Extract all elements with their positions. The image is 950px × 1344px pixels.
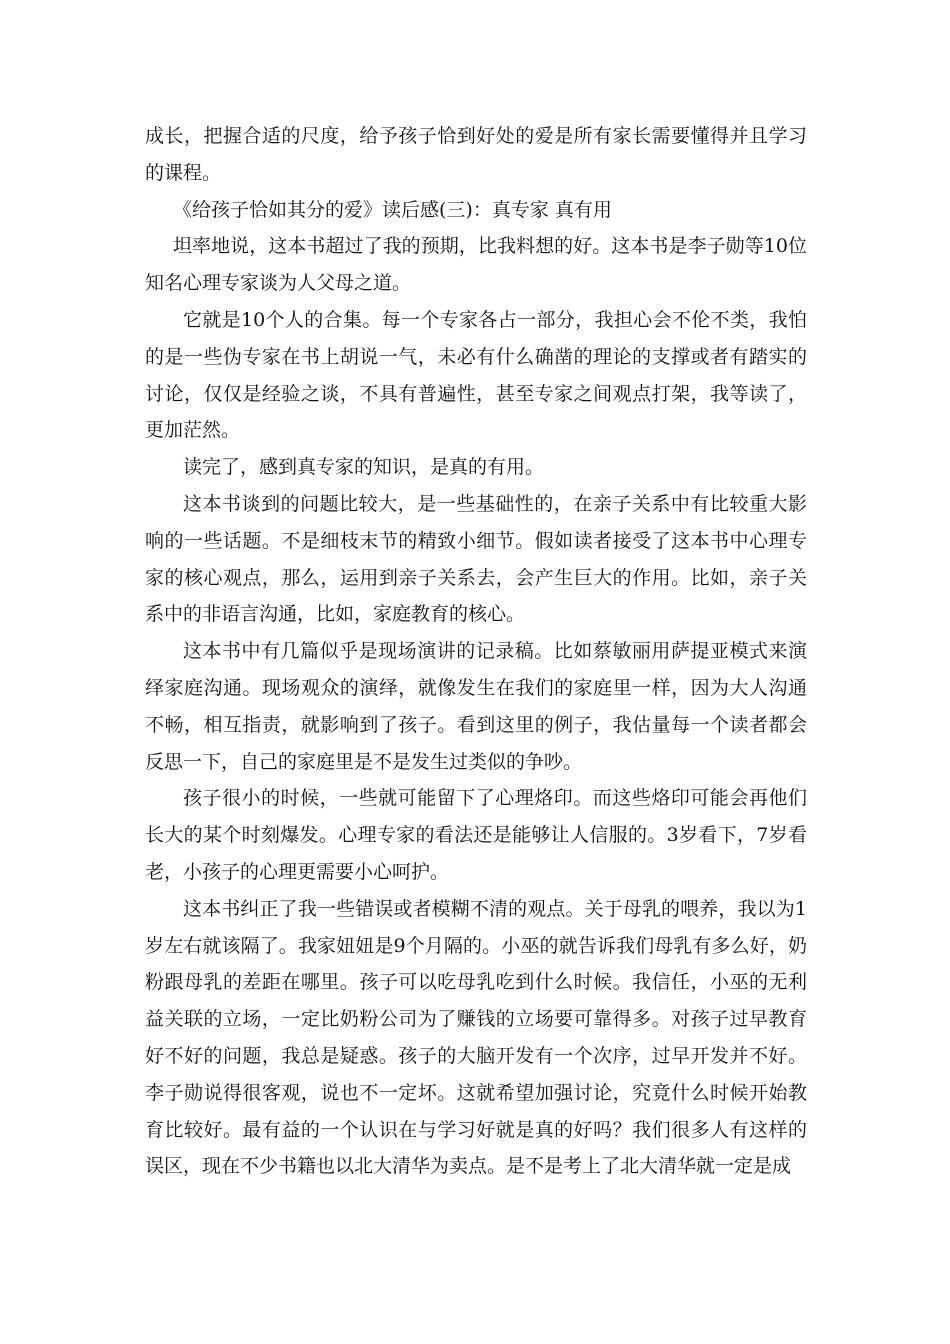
paragraph: 这本书中有几篇似乎是现场演讲的记录稿。比如蔡敏丽用萨提亚模式来演绎家庭沟通。现场观众的演绎，就像发生在我们的家庭里一样，因为大人沟通不畅，相互指责，就影响到了孩子。看到这里的例子，我估量每一个读者都会反思一下，自己的家庭里是不是发生过类似的争吵。 (145, 640, 807, 773)
paragraph: 坦率地说，这本书超过了我的预期，比我料想的好。这本书是李子勋等10位知名心理专家谈为人父母之道。 (145, 235, 807, 295)
paragraph-continuation: 成长，把握合适的尺度，给予孩子恰到好处的爱是所有家长需要懂得并且学习的课程。 (145, 125, 807, 184)
paragraph: 孩子很小的时候，一些就可能留下了心理烙印。而这些烙印可能会再他们长大的某个时刻爆发。心理专家的看法还是能够让人信服的。3岁看下，7岁看老，小孩子的心理更需要小心呵护。 (145, 787, 807, 883)
paragraph: 这本书谈到的问题比较大，是一些基础性的，在亲子关系中有比较重大影响的一些话题。不是细枝末节的精致小细节。假如读者接受了这本书中心理专家的核心观点，那么，运用到亲子关系去，会产生巨大的作用。比如，亲子关系中的非语言沟通，比如，家庭教育的核心。 (145, 492, 807, 626)
paragraph: 读完了，感到真专家的知识，是真的有用。 (183, 456, 545, 479)
paragraph: 这本书纠正了我一些错误或者模糊不清的观点。关于母乳的喂养，我以为1岁左右就该隔了。我家妞妞是9个月隔的。小巫的就告诉我们母乳有多么好，奶粉跟母乳的差距在哪里。孩子可以吃母乳吃到什么时候。我信任，小巫的无利益关联的立场，一定比奶粉公司为了赚钱的立场要可靠得多。对孩子过早教育好不好的问题，我总是疑惑。孩子的大脑开发有一个次序，过早开发并不好。李子勋说得很客观，说也不一定坏。这就希望加强讨论，究竟什么时候开始教育比较好。最有益的一个认识在与学习好就是真的好吗？我们很多人有这样的误区，现在不少书籍也以北大清华为卖点。是不是考上了北大清华就一定是成 (145, 897, 807, 1178)
paragraph: 它就是10个人的合集。每一个专家各占一部分，我担心会不伦不类，我怕的是一些伪专家在书上胡说一气，未必有什么确凿的理论的支撑或者有踏实的讨论，仅仅是经验之谈，不具有普遍性，甚至专家之间观点打架，我等读了，更加茫然。 (145, 308, 807, 442)
document-body (145, 118, 807, 1185)
section-heading: 《给孩子恰如其分的爱》读后感(三)：真专家 真有用 (173, 198, 612, 221)
